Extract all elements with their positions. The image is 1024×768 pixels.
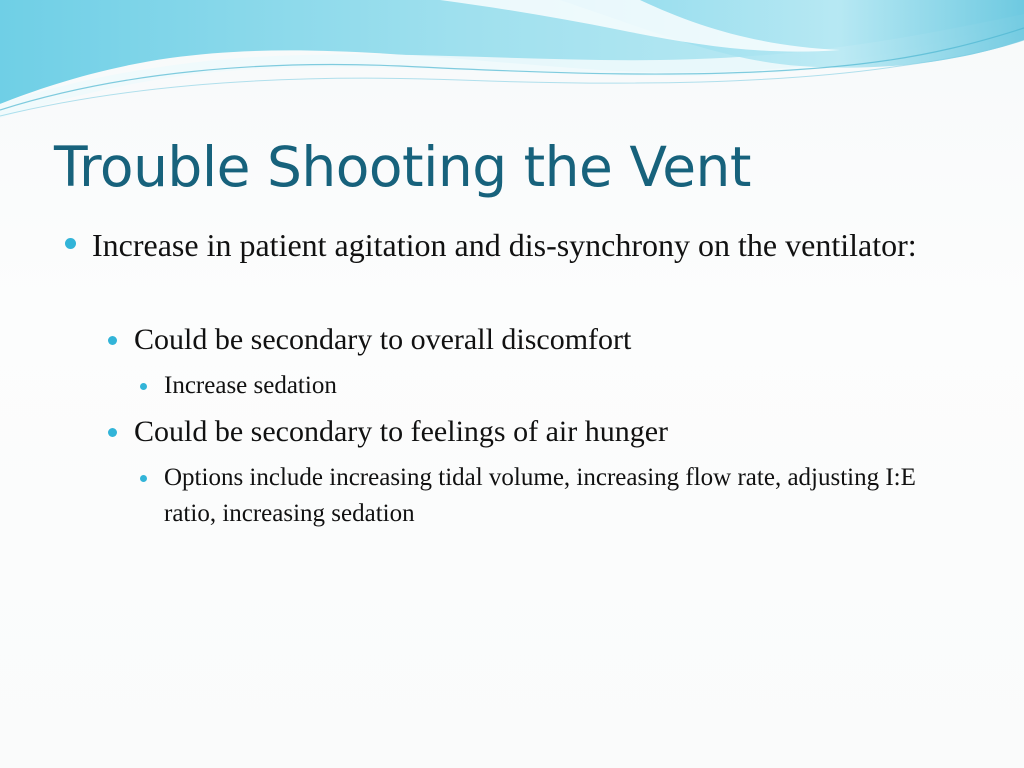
bullet-dot-icon [108, 336, 117, 345]
bullet-dot-icon [140, 475, 147, 482]
bullet-point: Increase in patient agitation and dis-synchrony on the ventilator: [92, 227, 917, 263]
slide-title: Trouble Shooting the Vent [54, 135, 751, 199]
sub-bullet-point: Could be secondary to overall discomfort [134, 323, 632, 356]
bullet-dot-icon [65, 238, 76, 249]
sub-sub-bullet-point: Options include increasing tidal volume, increasing flow rate, adjusting I:E ratio, increasing sedation [164, 464, 916, 527]
bullet-dot-icon [140, 383, 147, 390]
bullet-dot-icon [108, 428, 117, 437]
sub-sub-bullet-point: Increase sedation [164, 372, 337, 399]
sub-bullet-point: Could be secondary to feelings of air hunger [134, 415, 669, 448]
